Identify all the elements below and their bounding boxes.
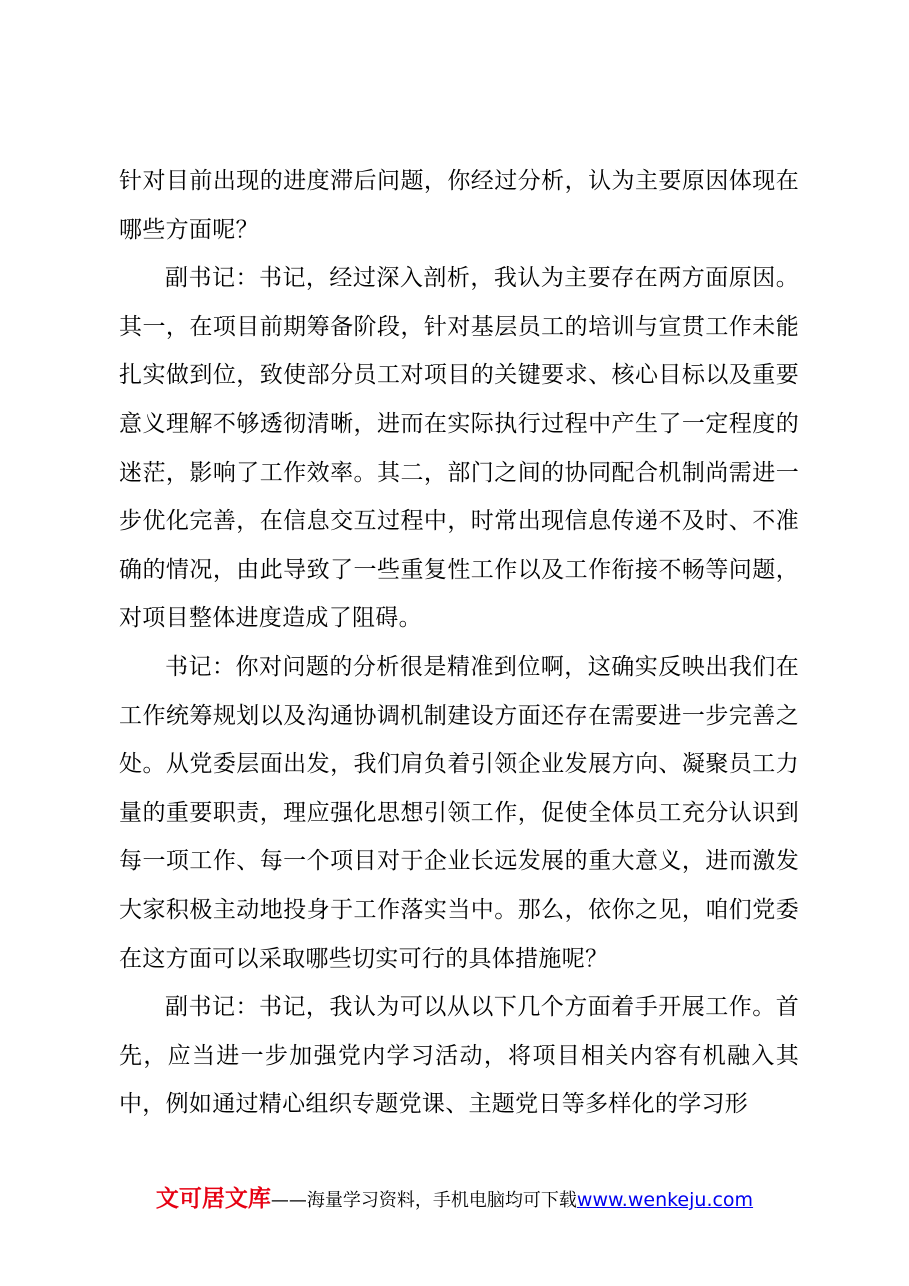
document-body [119, 157, 799, 1129]
paragraph-deputy-secretary-reply: 副书记：书记，经过深入剖析，我认为主要存在两方面原因。其一，在项目前期筹备阶段，针对基层员工的培训与宣贯工作未能扎实做到位，致使部分员工对项目的关键要求、核心目标以及重要意义理解不够透彻清晰，进而在实际执行过程中产生了一定程度的迷茫，影响了工作效率。其二，部门之间的协同配合机制尚需进一步优化完善，在信息交互过程中，时常出现信息传递不及时、不准确的情况，由此导致了一些重复性工作以及工作衔接不畅等问题，对项目整体进度造成了阻碍。 [119, 265, 799, 632]
footer-site-link[interactable]: www.wenkeju.com [576, 1189, 754, 1211]
page-footer [0, 1180, 909, 1213]
footer-brand: 文可居文库 [155, 1186, 271, 1212]
footer-tagline: ——海量学习资料，手机电脑均可下载 [270, 1190, 577, 1211]
paragraph-continuation: 针对目前出现的进度滞后问题，你经过分析，认为主要原因体现在哪些方面呢？ [119, 168, 799, 243]
paragraph-deputy-secretary-measures: 副书记：书记，我认为可以从以下几个方面着手开展工作。首先，应当进一步加强党内学习活动，将项目相关内容有机融入其中，例如通过精心组织专题党课、主题党日等多样化的学习形 [119, 994, 799, 1118]
paragraph-secretary-remark: 书记：你对问题的分析很是精准到位啊，这确实反映出我们在工作统筹规划以及沟通协调机制建设方面还存在需要进一步完善之处。从党委层面出发，我们肩负着引领企业发展方向、凝聚员工力量的重要职责，理应强化思想引领工作，促使全体员工充分认识到每一项工作、每一个项目对于企业长远发展的重大意义，进而激发大家积极主动地投身于工作落实当中。那么，依你之见，咱们党委在这方面可以采取哪些切实可行的具体措施呢？ [119, 653, 799, 972]
